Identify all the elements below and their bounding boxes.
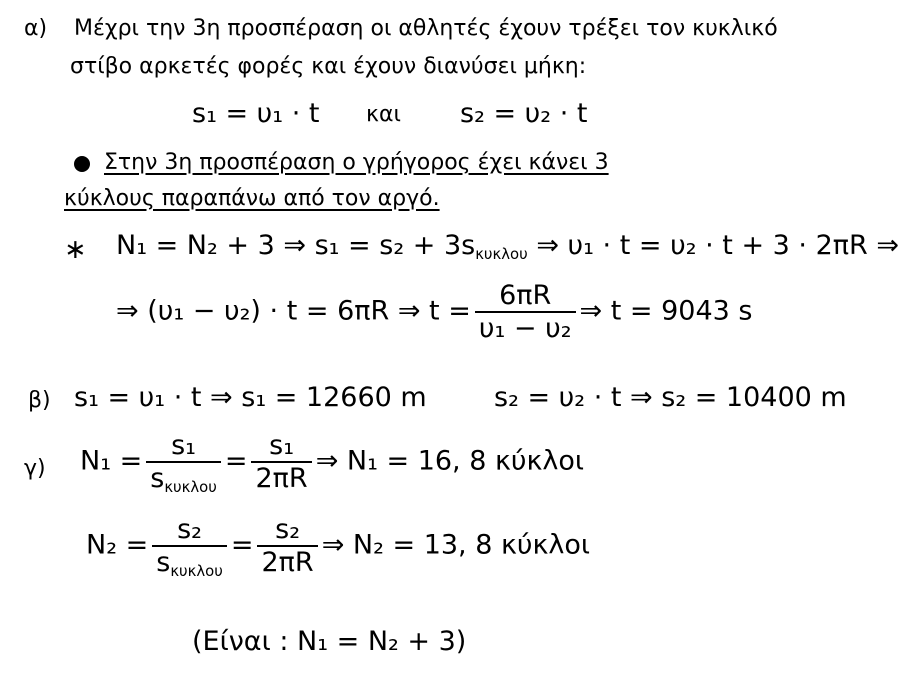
n1-denominator-s: s bbox=[150, 463, 165, 495]
part-a-line-1: Μέχρι την 3η προσπέραση οι αθλητές έχουν τρέξει τον κυκλικό bbox=[74, 16, 778, 41]
subscript-kyklou: κυκλου bbox=[164, 478, 217, 497]
main-equation-part-1: N₁ = N₂ + 3 ⇒ s₁ = s₂ + 3s bbox=[116, 230, 476, 261]
n1-fraction-2 bbox=[251, 430, 311, 494]
subscript-kyklou: κυκλου bbox=[170, 562, 223, 581]
part-a-label: α) bbox=[24, 16, 48, 41]
n1-numerator-1: s₁ bbox=[146, 430, 221, 463]
n2-denominator-s: s bbox=[156, 547, 171, 579]
fraction-denominator: υ₁ − υ₂ bbox=[478, 313, 572, 345]
main-equation-line-1 bbox=[116, 230, 899, 264]
part-b-equation-2: s₂ = υ₂ · t ⇒ s₂ = 10400 m bbox=[494, 382, 847, 413]
n1-fraction-1 bbox=[146, 430, 221, 497]
asterisk-icon: ∗ bbox=[64, 234, 87, 265]
n2-denominator-2: 2πR bbox=[261, 547, 314, 579]
n1-equation: N₁ = $\frac{\text{s₁}}{s_{\kappa\upsilon\kappa\lambda o\upsilon}}$ = $\frac{\text{s₁}}{2\pi R}$ ⇒ N₁ = 16, 8 κύκλοι bbox=[80, 430, 585, 497]
n2-result: ⇒ N₂ = 13, 8 κύκλοι bbox=[321, 529, 591, 561]
second-equation-pre: ⇒ (υ₁ − υ₂) · t = 6πR ⇒ t = bbox=[116, 295, 471, 327]
n1-lhs: N₁ = bbox=[80, 445, 143, 477]
main-equation-part-2: ⇒ υ₁ · t = υ₂ · t + 3 · 2πR ⇒ bbox=[527, 230, 899, 261]
n2-denominator-1 bbox=[152, 547, 227, 581]
n2-lhs: N₂ = bbox=[86, 529, 149, 561]
part-c-label: γ) bbox=[24, 456, 46, 481]
bullet-line-1: Στην 3η προσπέραση ο γρήγορος έχει κάνει 3 bbox=[104, 150, 609, 175]
n1-numerator-2: s₁ bbox=[251, 430, 311, 463]
n1-denominator-1 bbox=[146, 463, 221, 497]
n2-numerator-1: s₂ bbox=[152, 514, 227, 547]
bullet-line-2: κύκλους παραπάνω από τον αργό. bbox=[64, 186, 440, 211]
n2-fraction-2 bbox=[257, 514, 317, 578]
n2-numerator-2: s₂ bbox=[257, 514, 317, 547]
part-a-line-2: στίβο αρκετές φορές και έχουν διανύσει μήκη: bbox=[70, 54, 587, 79]
n2-fraction-1 bbox=[152, 514, 227, 581]
equation-s2: s₂ = υ₂ · t bbox=[460, 98, 588, 129]
n1-denominator-2: 2πR bbox=[255, 463, 308, 495]
equation-s1: s₁ = υ₁ · t bbox=[192, 98, 320, 129]
n2-equation: N₂ = $\frac{\text{s₂}}{s_{\kappa\upsilon\kappa\lambda o\upsilon}}$ = $\frac{\text{s₂}}{2\pi R}$ ⇒ N₂ = 13, 8 κύκλοι bbox=[86, 514, 591, 581]
and-word: και bbox=[366, 102, 401, 127]
fraction-numerator: 6πR bbox=[475, 280, 576, 313]
part-b-label: β) bbox=[28, 388, 51, 413]
subscript-kyklou: κυκλου bbox=[475, 245, 528, 264]
part-b-equation-1: s₁ = υ₁ · t ⇒ s₁ = 12660 m bbox=[74, 382, 427, 413]
main-equation-line-2 bbox=[116, 280, 753, 344]
note-equation: (Είναι : N₁ = N₂ + 3) bbox=[192, 626, 467, 657]
n1-result: ⇒ N₁ = 16, 8 κύκλοι bbox=[315, 445, 585, 477]
fraction-t bbox=[475, 280, 576, 344]
second-equation-post: ⇒ t = 9043 s bbox=[579, 295, 753, 327]
bullet-icon bbox=[74, 156, 90, 172]
